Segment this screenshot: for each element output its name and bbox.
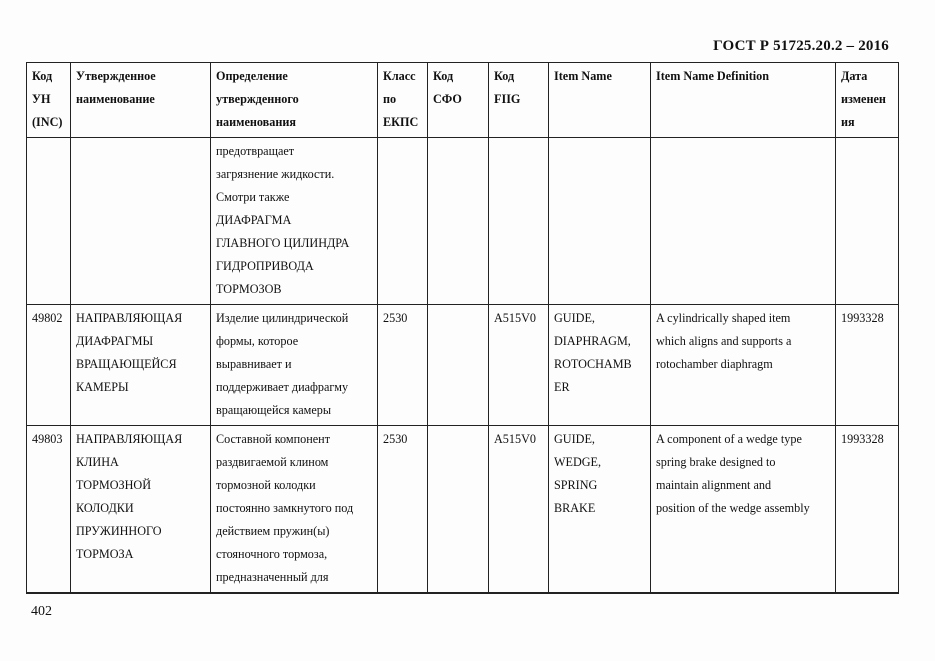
header-definition: Определение утвержденного наименования [211, 63, 378, 138]
cell-item-name: GUIDE, DIAPHRAGM, ROTOCHAMB ER [549, 305, 651, 426]
standard-designation: ГОСТ Р 51725.20.2 – 2016 [713, 38, 889, 54]
header-class: Класс по ЕКПС [378, 63, 428, 138]
cell-definition: Составной компонент раздвигаемой клином тормозной колодки постоянно замкнутого под действием пружин(ы) стояночного тормоза, предназначенный для [211, 426, 378, 594]
cell-item-name-definition: A cylindrically shaped item which aligns and supports a rotochamber diaphragm [651, 305, 836, 426]
classification-table [26, 62, 899, 594]
cell-date: 1993328 [836, 305, 899, 426]
header-inc: Код УН (INC) [27, 63, 71, 138]
table-row [27, 426, 899, 594]
cell-fiig [489, 138, 549, 305]
page-number: 402 [31, 604, 52, 619]
header-item-name: Item Name [549, 63, 651, 138]
header-fiig: Код FIIG [489, 63, 549, 138]
cell-approved-name: НАПРАВЛЯЮЩАЯ ДИАФРАГМЫ ВРАЩАЮЩЕЙСЯ КАМЕРЫ [71, 305, 211, 426]
header-approved-name: Утвержденное наименование [71, 63, 211, 138]
cell-definition: предотвращает загрязнение жидкости. Смотри также ДИАФРАГМА ГЛАВНОГО ЦИЛИНДРА ГИДРОПРИВОДА ТОРМОЗОВ [211, 138, 378, 305]
cell-item-name [549, 138, 651, 305]
cell-approved-name: НАПРАВЛЯЮЩАЯ КЛИНА ТОРМОЗНОЙ КОЛОДКИ ПРУЖИННОГО ТОРМОЗА [71, 426, 211, 594]
cell-item-name-definition [651, 138, 836, 305]
cell-definition: Изделие цилиндрической формы, которое выравнивает и поддерживает диафрагму вращающейся камеры [211, 305, 378, 426]
cell-item-name-definition: A component of a wedge type spring brake designed to maintain alignment and position of the wedge assembly [651, 426, 836, 594]
cell-class [378, 138, 428, 305]
cell-inc [27, 138, 71, 305]
cell-sfo [428, 138, 489, 305]
table-row [27, 305, 899, 426]
cell-inc: 49802 [27, 305, 71, 426]
header-item-name-definition: Item Name Definition [651, 63, 836, 138]
cell-fiig: A515V0 [489, 305, 549, 426]
cell-item-name: GUIDE, WEDGE, SPRING BRAKE [549, 426, 651, 594]
header-sfo: Код СФО [428, 63, 489, 138]
cell-class: 2530 [378, 426, 428, 594]
cell-date: 1993328 [836, 426, 899, 594]
cell-fiig: A515V0 [489, 426, 549, 594]
header-date: Дата изменен ия [836, 63, 899, 138]
cell-date [836, 138, 899, 305]
cell-approved-name [71, 138, 211, 305]
cell-inc: 49803 [27, 426, 71, 594]
cell-sfo [428, 426, 489, 594]
table-row [27, 138, 899, 305]
cell-sfo [428, 305, 489, 426]
cell-class: 2530 [378, 305, 428, 426]
table-header-row [27, 63, 899, 138]
